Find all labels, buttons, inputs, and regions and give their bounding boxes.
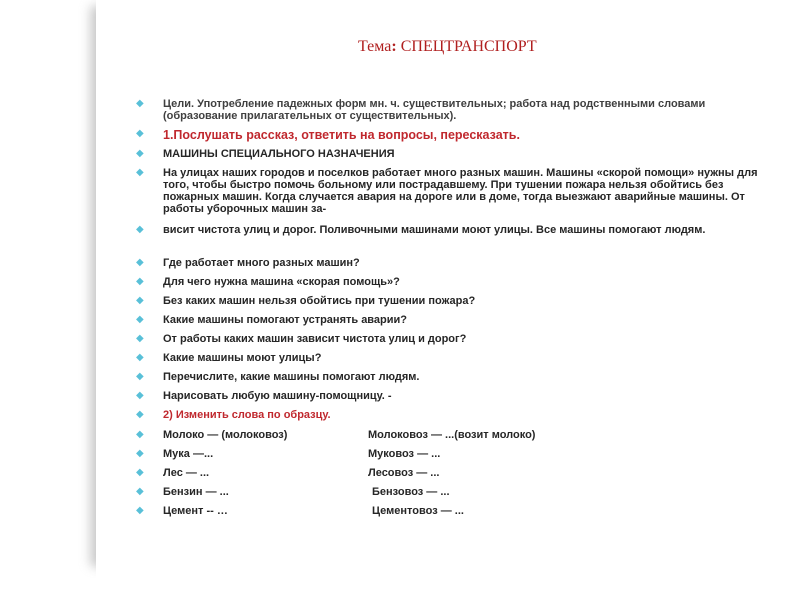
bullet-icon: ◆ xyxy=(136,467,144,478)
bullet-icon: ◆ xyxy=(136,390,144,401)
title-label: Тема xyxy=(358,38,392,55)
bullet-icon: ◆ xyxy=(136,295,144,306)
word-pair-left: Мука —... xyxy=(163,448,214,460)
bullet-icon: ◆ xyxy=(136,352,144,363)
title-colon: : xyxy=(391,38,397,55)
goals-text: Цели. Употребление падежных форм мн. ч. существительных; работа над родственными словами (образование прилагательных от существительных). xyxy=(163,98,706,122)
bullet-icon: ◆ xyxy=(136,257,144,268)
bullet-icon: ◆ xyxy=(136,409,144,420)
word-pair-left: Лес — ... xyxy=(163,467,210,479)
bullet-icon: ◆ xyxy=(136,148,144,159)
question-5-text: От работы каких машин зависит чистота улиц и дорог? xyxy=(163,333,467,345)
word-pair-left: Молоко — (молоковоз) xyxy=(163,429,288,441)
word-pair-left: Бензин — ... xyxy=(163,486,229,498)
task-1-text: 1.Послушать рассказ, ответить на вопросы, пересказать. xyxy=(163,128,520,142)
question-2-text: Для чего нужна машина «скорая помощь»? xyxy=(163,276,400,288)
bullet-icon: ◆ xyxy=(136,167,144,178)
story-title-text: МАШИНЫ СПЕЦИАЛЬНОГО НАЗНАЧЕНИЯ xyxy=(163,148,395,160)
word-pair-right: Молоковоз — ...(возит молоко) xyxy=(368,429,536,441)
title-text: СПЕЦТРАНСПОРТ xyxy=(396,38,537,55)
story-part-1-text: На улицах наших городов и поселков работает много разных машин. Машины «скорой помощи» нужны для того, чтобы быстро помочь больному или пострадавшему. При тушении пожара нельзя обойтись без пожарных машин. Когда случается авария на дороге или в доме, тогда выезжают аварийные машины. От работы уборочных машин за- xyxy=(163,167,758,215)
draw-task-text: Нарисовать любую машину-помощницу. - xyxy=(163,390,392,402)
question-7-text: Перечислите, какие машины помогают людям. xyxy=(163,371,420,383)
slide-title xyxy=(358,38,537,56)
word-pair-right: Цементовоз — ... xyxy=(372,505,464,517)
story-part-2-text: висит чистота улиц и дорог. Поливочными машинами моют улицы. Все машины помогают людям. xyxy=(163,224,706,236)
bullet-icon: ◆ xyxy=(136,98,144,109)
word-pair-right: Муковоз — ... xyxy=(368,448,441,460)
bullet-icon: ◆ xyxy=(136,486,144,497)
bottom-strip xyxy=(96,560,800,600)
word-pair-right: Бензовоз — ... xyxy=(372,486,450,498)
bullet-icon: ◆ xyxy=(136,505,144,516)
word-pair-right: Лесовоз — ... xyxy=(368,467,440,479)
bullet-icon: ◆ xyxy=(136,333,144,344)
bullet-icon: ◆ xyxy=(136,128,144,139)
question-3-text: Без каких машин нельзя обойтись при тушении пожара? xyxy=(163,295,476,307)
bullet-icon: ◆ xyxy=(136,314,144,325)
word-pair-left: Цемент -- … xyxy=(163,505,228,517)
bullet-icon: ◆ xyxy=(136,224,144,235)
question-4-text: Какие машины помогают устранять аварии? xyxy=(163,314,408,326)
question-1-text: Где работает много разных машин? xyxy=(163,257,360,269)
bullet-icon: ◆ xyxy=(136,276,144,287)
bullet-icon: ◆ xyxy=(136,371,144,382)
task-2-text: 2) Изменить слова по образцу. xyxy=(163,409,331,421)
bullet-icon: ◆ xyxy=(136,448,144,459)
bullet-icon: ◆ xyxy=(136,429,144,440)
question-6-text: Какие машины моют улицы? xyxy=(163,352,322,364)
